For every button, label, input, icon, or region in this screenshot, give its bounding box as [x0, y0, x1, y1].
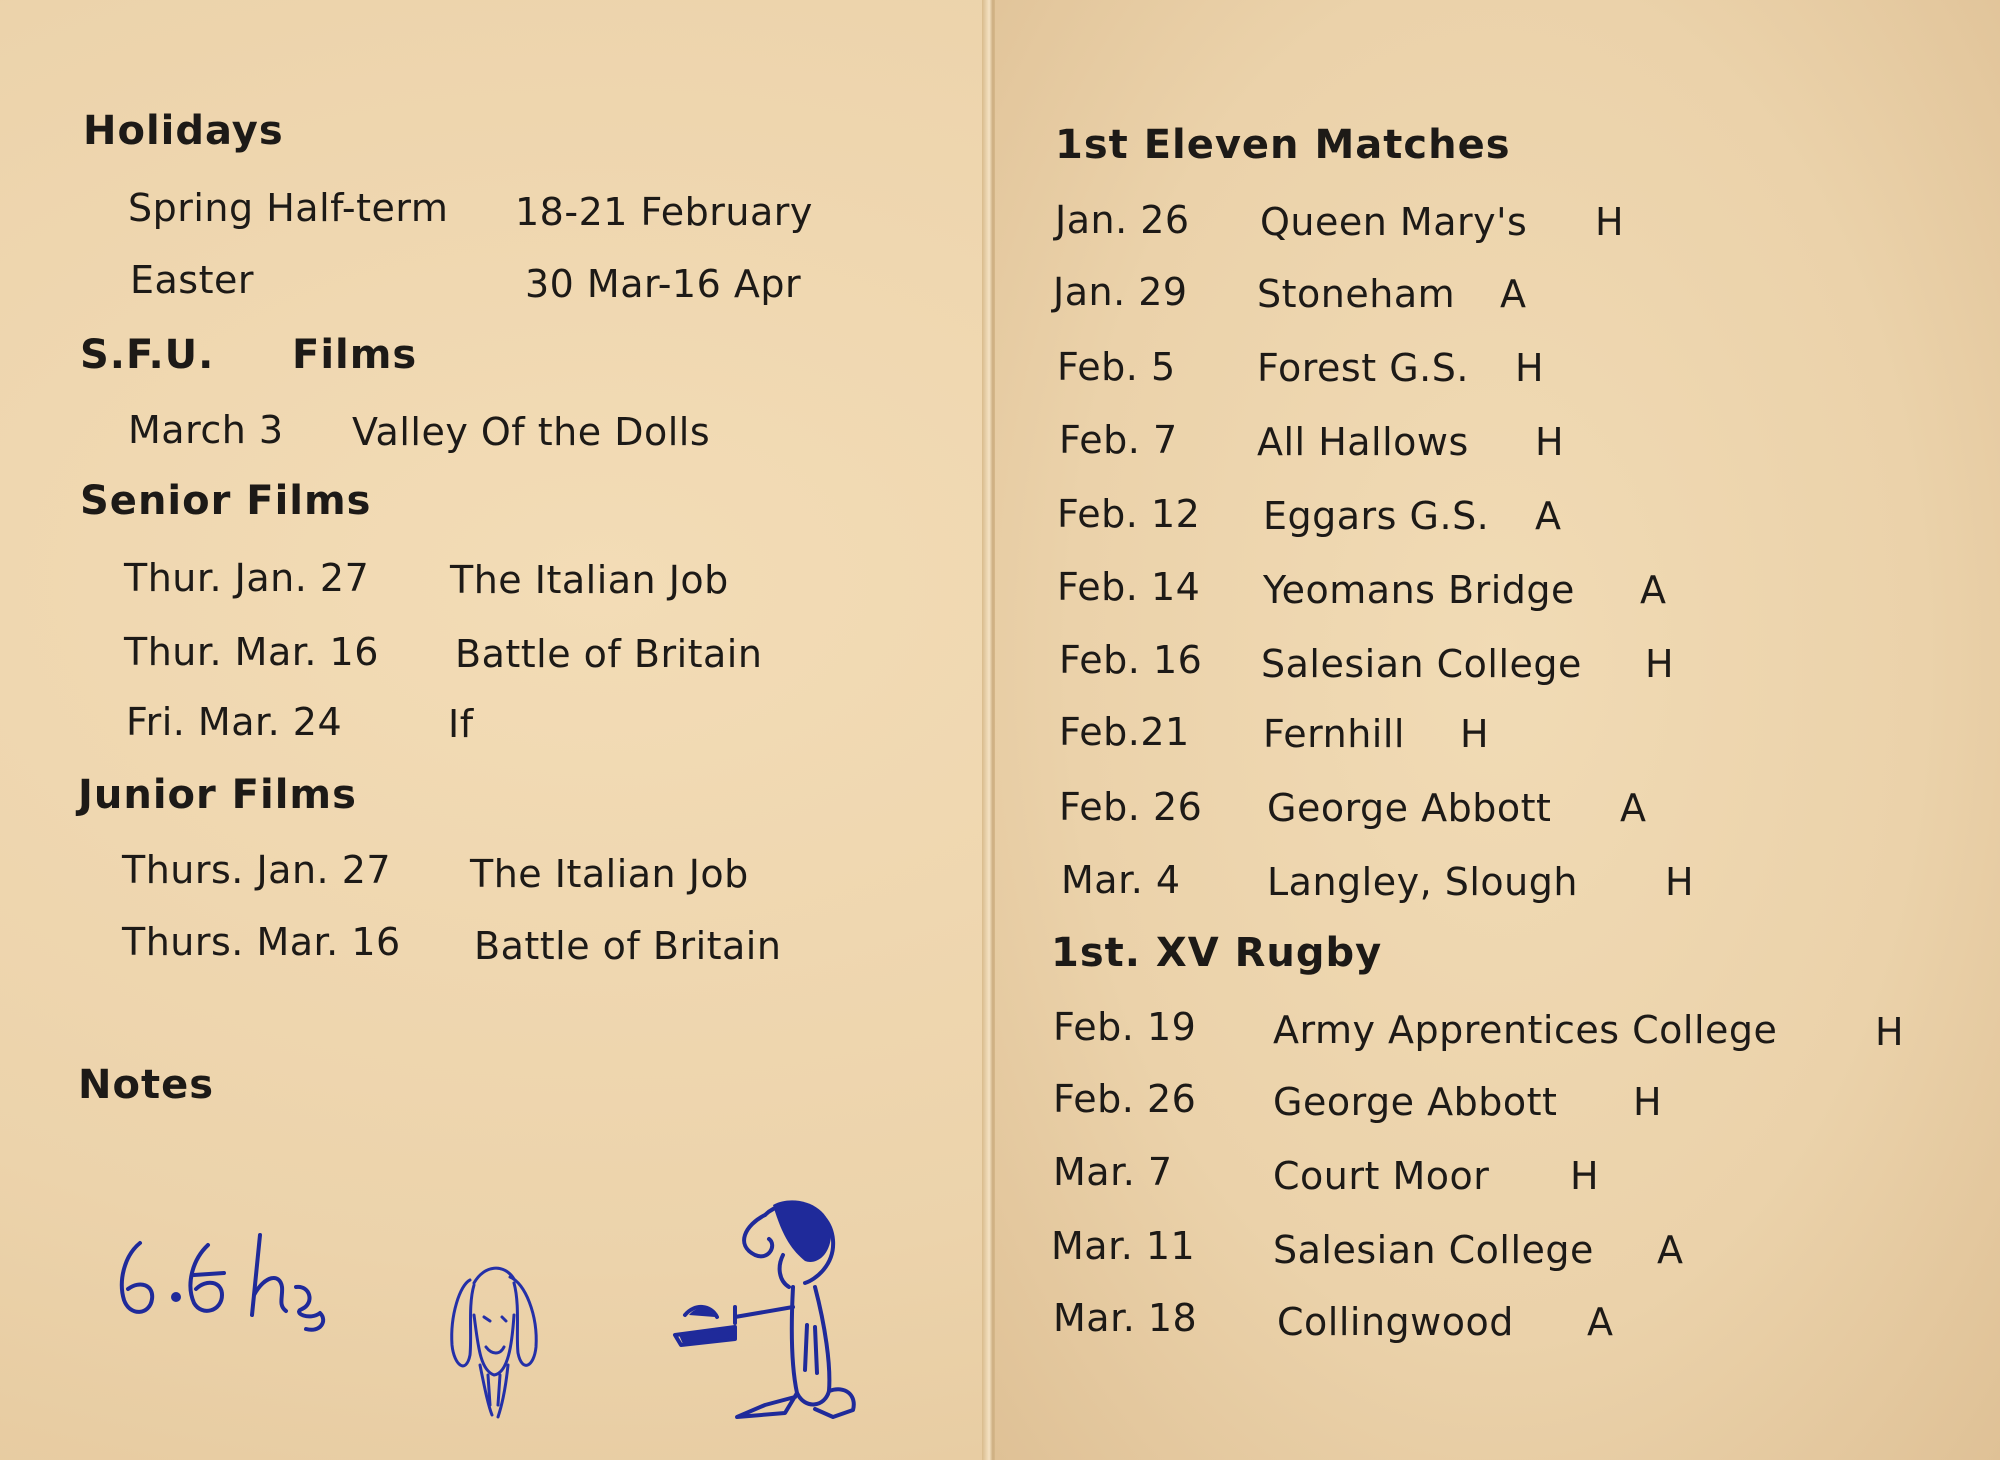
holiday-dates: 30 Mar-16 Apr — [525, 262, 802, 306]
first-eleven-heading: 1st Eleven Matches — [1055, 122, 1511, 168]
film-date: Thurs. Mar. 16 — [122, 920, 401, 964]
match-date: Feb. 19 — [1053, 1005, 1197, 1049]
match-opponent: Army Apprentices College — [1273, 1008, 1778, 1052]
senior-films-heading: Senior Films — [80, 478, 372, 524]
match-date: Feb. 7 — [1059, 418, 1178, 462]
match-date: Jan. 26 — [1055, 198, 1190, 242]
match-opponent: Salesian College — [1261, 642, 1582, 686]
match-opponent: George Abbott — [1273, 1080, 1558, 1124]
match-date: Feb. 5 — [1057, 345, 1176, 389]
match-opponent: Queen Mary's — [1260, 200, 1528, 244]
match-date: Mar. 18 — [1053, 1296, 1198, 1340]
film-date: Thur. Mar. 16 — [124, 630, 379, 674]
match-venue: H — [1645, 642, 1675, 686]
match-venue: A — [1620, 786, 1647, 830]
match-venue: H — [1595, 200, 1625, 244]
match-date: Feb. 16 — [1059, 638, 1203, 682]
match-date: Feb. 26 — [1059, 785, 1203, 829]
match-date: Mar. 4 — [1061, 858, 1181, 902]
film-title: Battle of Britain — [455, 632, 763, 676]
match-date: Jan. 29 — [1053, 270, 1188, 314]
handwritten-note — [110, 1225, 340, 1335]
match-opponent: Salesian College — [1273, 1228, 1594, 1272]
film-date: March 3 — [128, 408, 284, 452]
film-date: Fri. Mar. 24 — [126, 700, 343, 744]
match-opponent: Stoneham — [1257, 272, 1456, 316]
sfu-films-heading: Films — [292, 332, 418, 378]
left-page — [0, 0, 985, 1460]
match-venue: H — [1460, 712, 1490, 756]
match-opponent: Langley, Slough — [1267, 860, 1578, 904]
match-opponent: George Abbott — [1267, 786, 1552, 830]
film-title: Battle of Britain — [474, 924, 782, 968]
match-venue: A — [1500, 272, 1527, 316]
match-date: Mar. 11 — [1051, 1224, 1196, 1268]
match-venue: A — [1535, 494, 1562, 538]
match-opponent: Collingwood — [1277, 1300, 1514, 1344]
dog-face-doodle — [440, 1255, 550, 1425]
film-title: If — [448, 702, 474, 746]
match-venue: H — [1535, 420, 1565, 464]
match-date: Feb. 26 — [1053, 1077, 1197, 1121]
match-venue: H — [1570, 1154, 1600, 1198]
holidays-heading: Holidays — [83, 108, 284, 154]
match-venue: A — [1587, 1300, 1614, 1344]
match-venue: H — [1875, 1010, 1905, 1054]
junior-films-heading: Junior Films — [78, 772, 357, 818]
match-venue: A — [1657, 1228, 1684, 1272]
match-opponent: Forest G.S. — [1257, 346, 1469, 390]
match-opponent: Eggars G.S. — [1263, 494, 1490, 538]
match-date: Mar. 7 — [1053, 1150, 1173, 1194]
first-xv-heading: 1st. XV Rugby — [1051, 930, 1383, 976]
holiday-dates: 18-21 February — [515, 190, 813, 234]
notes-heading: Notes — [78, 1062, 215, 1108]
match-date: Feb. 14 — [1057, 565, 1201, 609]
match-venue: H — [1633, 1080, 1663, 1124]
holiday-name: Spring Half-term — [128, 186, 449, 230]
match-venue: H — [1665, 860, 1695, 904]
film-date: Thur. Jan. 27 — [124, 556, 370, 600]
holiday-name: Easter — [130, 258, 254, 302]
sfu-heading: S.F.U. — [80, 332, 215, 378]
film-title: Valley Of the Dolls — [352, 410, 711, 454]
match-opponent: All Hallows — [1257, 420, 1469, 464]
film-title: The Italian Job — [470, 852, 749, 896]
match-opponent: Yeomans Bridge — [1263, 568, 1575, 612]
match-opponent: Court Moor — [1273, 1154, 1490, 1198]
film-title: The Italian Job — [450, 558, 729, 602]
dog-waiter-doodle — [665, 1195, 885, 1435]
match-date: Feb. 12 — [1057, 492, 1201, 536]
match-venue: A — [1640, 568, 1667, 612]
match-venue: H — [1515, 346, 1545, 390]
right-page — [995, 0, 2000, 1460]
film-date: Thurs. Jan. 27 — [122, 848, 392, 892]
match-date: Feb.21 — [1059, 710, 1190, 754]
match-opponent: Fernhill — [1263, 712, 1405, 756]
